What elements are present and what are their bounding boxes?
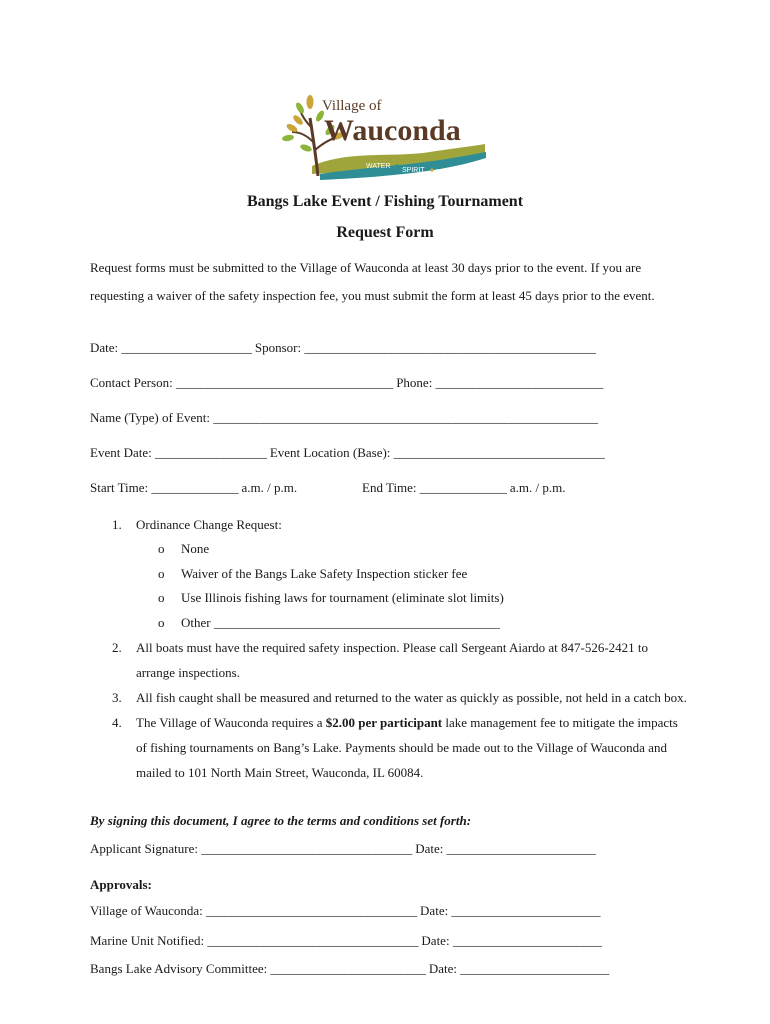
conditions-list	[90, 512, 690, 785]
event-name-label: Name (Type) of Event:	[90, 410, 211, 425]
approval-label: Village of Wauconda:	[90, 903, 203, 918]
date-label: Date:	[90, 340, 119, 355]
signature-date-field[interactable]: ________________________	[446, 841, 596, 856]
approval-date-label: Date:	[420, 903, 449, 918]
date-sponsor-row	[90, 339, 596, 357]
event-date-location-row	[90, 444, 604, 462]
approval-label: Bangs Lake Advisory Committee:	[90, 961, 268, 976]
option-text: None	[181, 541, 210, 556]
start-ampm-label: a.m. / p.m.	[241, 480, 298, 495]
signature-row	[90, 840, 595, 858]
sponsor-label: Sponsor:	[254, 340, 302, 355]
end-time-label: End Time:	[362, 480, 417, 495]
option-bullet: o	[158, 590, 165, 605]
village-logo	[280, 88, 490, 188]
approval-signature-field[interactable]: __________________________________	[205, 903, 417, 918]
end-time-row	[362, 479, 565, 497]
applicant-signature-label: Applicant Signature:	[90, 841, 198, 856]
list-item-number: 2.	[112, 640, 122, 655]
approval-signature-field[interactable]: _________________________	[270, 961, 426, 976]
approval-signature-field[interactable]: __________________________________	[207, 933, 419, 948]
list-item-text-pre: The Village of Wauconda requires a	[136, 715, 326, 730]
list-item-number: 4.	[112, 715, 122, 730]
logo-tagline-spirit: SPIRIT	[402, 167, 425, 174]
list-item-text	[136, 710, 690, 785]
form-title: Bangs Lake Event / Fishing Tournament	[246, 193, 524, 210]
list-item-text: All boats must have the required safety inspection. Please call Sergeant Aiardo at 847-526-2421 to arrange inspections.	[136, 640, 649, 680]
option-bullet: o	[158, 565, 165, 581]
option-text: Use Illinois fishing laws for tournament (eliminate slot limits)	[181, 590, 504, 605]
event-name-row	[90, 409, 598, 427]
start-time-field[interactable]: ______________	[151, 480, 239, 495]
list-item-number: 1.	[112, 517, 122, 532]
option-illinois-laws[interactable]	[90, 586, 690, 611]
intro-paragraph: Request forms must be submitted to the Village of Wauconda at least 30 days prior to the event. If you are requesting a waiver of the safety inspection fee, you must submit the form at least 45 days prior to the event.	[90, 260, 655, 303]
contact-person-label: Contact Person:	[90, 375, 173, 390]
village-logo-graphic	[280, 88, 490, 188]
contact-phone-row	[90, 374, 603, 392]
list-item-4	[90, 710, 690, 785]
approval-row-village	[90, 902, 600, 920]
end-ampm-label: a.m. / p.m.	[509, 480, 566, 495]
approval-date-label: Date:	[428, 961, 457, 976]
option-text: Other ____________________________________________	[181, 614, 500, 630]
approval-date-field[interactable]: ________________________	[460, 961, 610, 976]
logo-tagline-water: WATER	[366, 163, 391, 170]
option-bullet: o	[158, 541, 165, 556]
end-time-field[interactable]: ______________	[419, 480, 507, 495]
fee-amount: $2.00 per participant	[325, 715, 443, 730]
approvals-heading: Approvals:	[90, 877, 152, 892]
option-other[interactable]	[90, 611, 690, 636]
logo-line-village-of: Village of	[322, 98, 382, 114]
approval-label: Marine Unit Notified:	[90, 933, 205, 948]
start-time-label: Start Time:	[90, 480, 149, 495]
option-none[interactable]	[90, 537, 690, 562]
logo-tagline-wonder: WONDER	[437, 169, 469, 176]
start-time-row	[90, 479, 297, 497]
form-subtitle: Request Form	[336, 224, 434, 241]
logo-line-wauconda: Wauconda	[324, 114, 461, 147]
phone-field[interactable]: ___________________________	[435, 375, 603, 390]
approval-row-marine	[90, 932, 602, 950]
list-item-text-post: lake management fee to mitigate the impacts of fishing tournaments on Bang’s Lake. Payments should be made out to the Village of Wauconda and mailed to 101 North Main Street, Wauconda, IL 60084.	[136, 715, 678, 780]
date-field[interactable]: _____________________	[121, 340, 252, 355]
list-item-number: 3.	[112, 690, 122, 705]
option-text: Waiver of the Bangs Lake Safety Inspection sticker fee	[181, 565, 468, 581]
list-item-text: All fish caught shall be measured and returned to the water as quickly as possible, not held in a catch box.	[136, 690, 687, 705]
event-name-field[interactable]: ______________________________________________________________	[213, 410, 598, 425]
applicant-signature-field[interactable]: __________________________________	[201, 841, 413, 856]
option-waiver[interactable]	[90, 562, 690, 587]
approval-date-field[interactable]: ________________________	[452, 933, 602, 948]
agreement-statement: By signing this document, I agree to the terms and conditions set forth:	[90, 813, 472, 828]
event-location-label: Event Location (Base):	[269, 445, 391, 460]
approval-date-label: Date:	[421, 933, 450, 948]
list-item-2	[90, 635, 690, 685]
event-date-label: Event Date:	[90, 445, 152, 460]
event-location-field[interactable]: __________________________________	[393, 445, 605, 460]
event-date-field[interactable]: __________________	[154, 445, 267, 460]
contact-person-field[interactable]: ___________________________________	[175, 375, 393, 390]
sponsor-field[interactable]: _______________________________________________	[304, 340, 596, 355]
option-bullet: o	[158, 614, 165, 630]
form-titles	[0, 192, 770, 243]
approval-date-field[interactable]: ________________________	[451, 903, 601, 918]
approval-row-committee	[90, 960, 609, 978]
phone-label: Phone:	[396, 375, 433, 390]
list-item-text: Ordinance Change Request:	[136, 517, 282, 532]
signature-date-label: Date:	[415, 841, 444, 856]
list-item-1	[90, 512, 690, 537]
list-item-3	[90, 685, 690, 710]
